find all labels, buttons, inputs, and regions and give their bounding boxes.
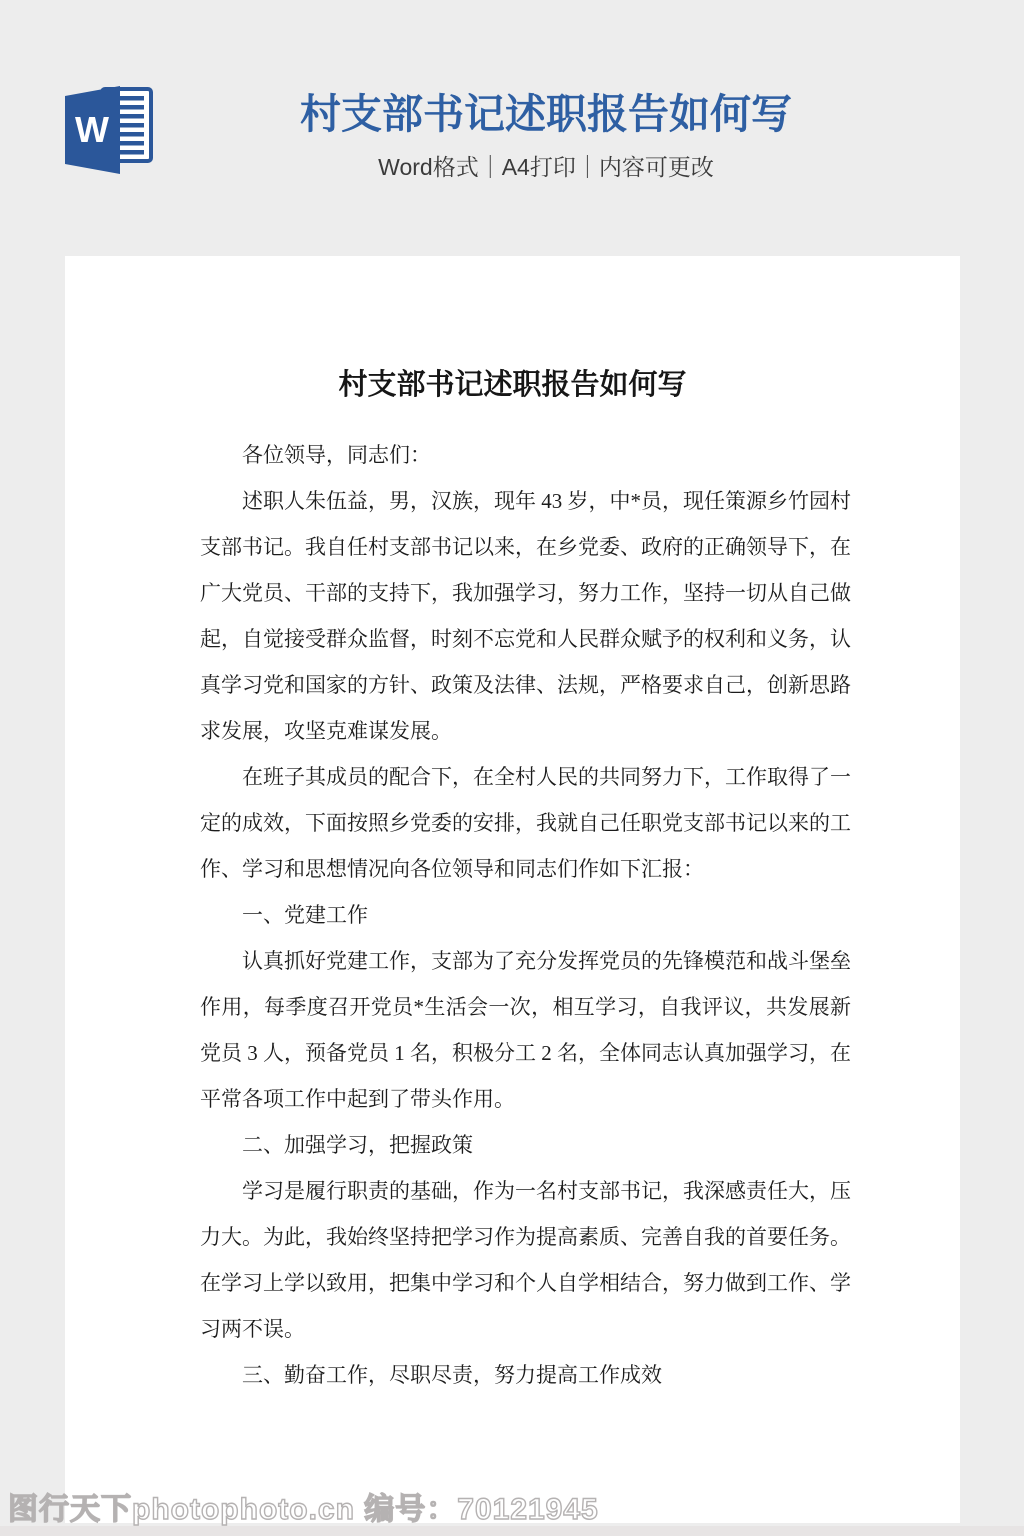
document-page <box>65 256 960 1523</box>
heading-section-2: 二、加强学习，把握政策 <box>242 1133 473 1157</box>
word-icon <box>63 84 155 176</box>
paragraph-greeting: 各位领导，同志们： <box>242 443 431 467</box>
paragraph-section-2: 学习是履行职责的基础，作为一名村支部书记，我深感责任大，压力大。为此，我始终坚持把学习作为提高素质、完善自我的首要任务。在学习上学以致用，把集中学习和个人自学相结合，努力做到工作、学习两不误。 <box>200 1179 851 1341</box>
heading-section-1: 一、党建工作 <box>242 903 368 927</box>
paragraph-intro: 述职人朱伍益，男，汉族，现年 43 岁，中*员，现任策源乡竹园村支部书记。我自任村支部书记以来，在乡党委、政府的正确领导下，在广大党员、干部的支持下，我加强学习，努力工作，坚持一切从自己做起，自觉接受群众监督，时刻不忘党和人民群众赋予的权利和义务，认真学习党和国家的方针、政策及法律、法规，严格要求自己，创新思路求发展，攻坚克难谋发展。 <box>200 489 851 743</box>
header-text-block <box>300 90 792 180</box>
template-title: 村支部书记述职报告如何写 <box>300 91 792 137</box>
paragraph-overview: 在班子其成员的配合下，在全村人民的共同努力下，工作取得了一定的成效，下面按照乡党委的安排，我就自己任职党支部书记以来的工作、学习和思想情况向各位领导和同志们作如下汇报： <box>200 765 851 881</box>
word-icon-letter: W <box>75 109 109 150</box>
heading-section-3: 三、勤奋工作，尽职尽责，努力提高工作成效 <box>242 1363 662 1387</box>
document-body <box>200 432 851 1398</box>
watermark: 图行天下photophoto.cn 编号：70121945 <box>8 1493 599 1526</box>
template-subtitle: Word格式｜A4打印｜内容可更改 <box>378 154 714 180</box>
paragraph-section-1: 认真抓好党建工作，支部为了充分发挥党员的先锋模范和战斗堡垒作用，每季度召开党员*生活会一次，相互学习，自我评议，共发展新党员 3 人，预备党员 1 名，积极分工 2 名，全体同志认真加强学习，在平常各项工作中起到了带头作用。 <box>200 949 851 1111</box>
document-title: 村支部书记述职报告如何写 <box>338 369 687 401</box>
